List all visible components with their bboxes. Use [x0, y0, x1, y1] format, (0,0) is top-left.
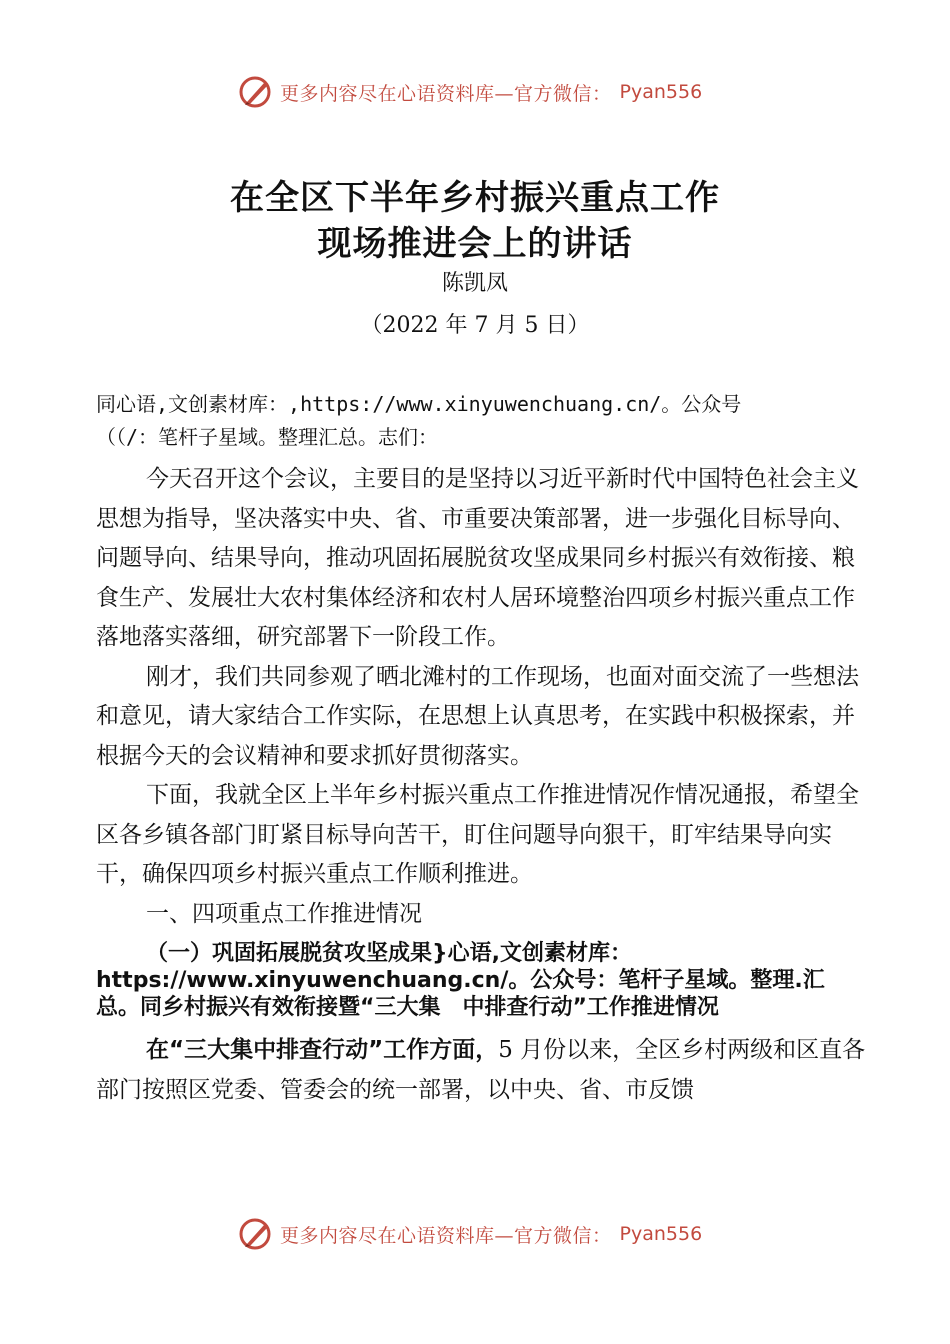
doc-body: [96, 388, 866, 1110]
paragraph-4-lead: 在“三大集中排查行动”工作方面，: [146, 1037, 499, 1063]
paragraph-1: 今天召开这个会议，主要目的是坚持以习近平新时代中国特色社会主义思想为指导，坚决落实中央、省、市重要决策部署，进一步强化目标导向、问题导向、结果导向，推动巩固拓展脱贫攻坚成果同乡村振兴有效衔接、粮食生产、发展壮大农村集体经济和农村人居环境整治四项乡村振兴重点工作落地落实落细，研究部署下一阶段工作。: [96, 466, 859, 650]
footer-contact: Pyan556: [619, 1223, 703, 1245]
paragraph-4-text: 5 月份以来，全区乡村两级和区直各部门按照区党委、管委会的统一部署，以中央、省、市反馈: [96, 1037, 866, 1103]
doc-date: （2022 年 7 月 5 日）: [360, 313, 590, 338]
paragraph-4: [96, 1031, 866, 1110]
doc-title-line-1: 在全区下半年乡村振兴重点工作: [230, 178, 720, 218]
banner-tagline: 更多内容尽在心语资料库—官方微信：: [280, 82, 612, 105]
paragraph-3: 下面，我就全区上半年乡村振兴重点工作推进情况作情况通报，希望全区各乡镇各部门盯紧目标导向苦干，盯住问题导向狠干，盯牢结果导向实干，确保四项乡村振兴重点工作顺利推进。: [96, 782, 859, 887]
subsection-heading-1: （一）巩固拓展脱贫攻坚成果}心语,文创素材库：https://www.xinyuwenchuang.cn/。公众号：笔杆子星域。整理.汇总。同乡村振兴有效衔接暨“三大集 中排查行动”工作推进情况: [96, 941, 825, 1020]
doc-title-line-2: 现场推进会上的讲话: [317, 224, 633, 264]
paragraph-2: 刚才，我们共同参观了晒北滩村的工作现场，也面对面交流了一些想法和意见，请大家结合工作实际，在思想上认真思考，在实践中积极探索，并根据今天的会议精神和要求抓好贯彻落实。: [96, 663, 859, 769]
banner-contact: Pyan556: [619, 81, 703, 103]
pen-logo-icon: [238, 75, 272, 109]
doc-author: 陈凯凤: [441, 271, 508, 296]
header-banner: [238, 74, 702, 110]
footer-banner: [238, 1216, 702, 1252]
opening-line-2: （（/：笔杆子星域。整理汇总。志们：: [96, 425, 439, 449]
opening-line-1: 同心语,文创素材库：,https://www.xinyuwenchuang.cn/。公众号: [96, 392, 742, 416]
pen-logo-icon: [238, 1217, 272, 1251]
section-heading-1: 一、四项重点工作推进情况: [146, 900, 422, 927]
footer-tagline: 更多内容尽在心语资料库—官方微信：: [280, 1224, 612, 1247]
